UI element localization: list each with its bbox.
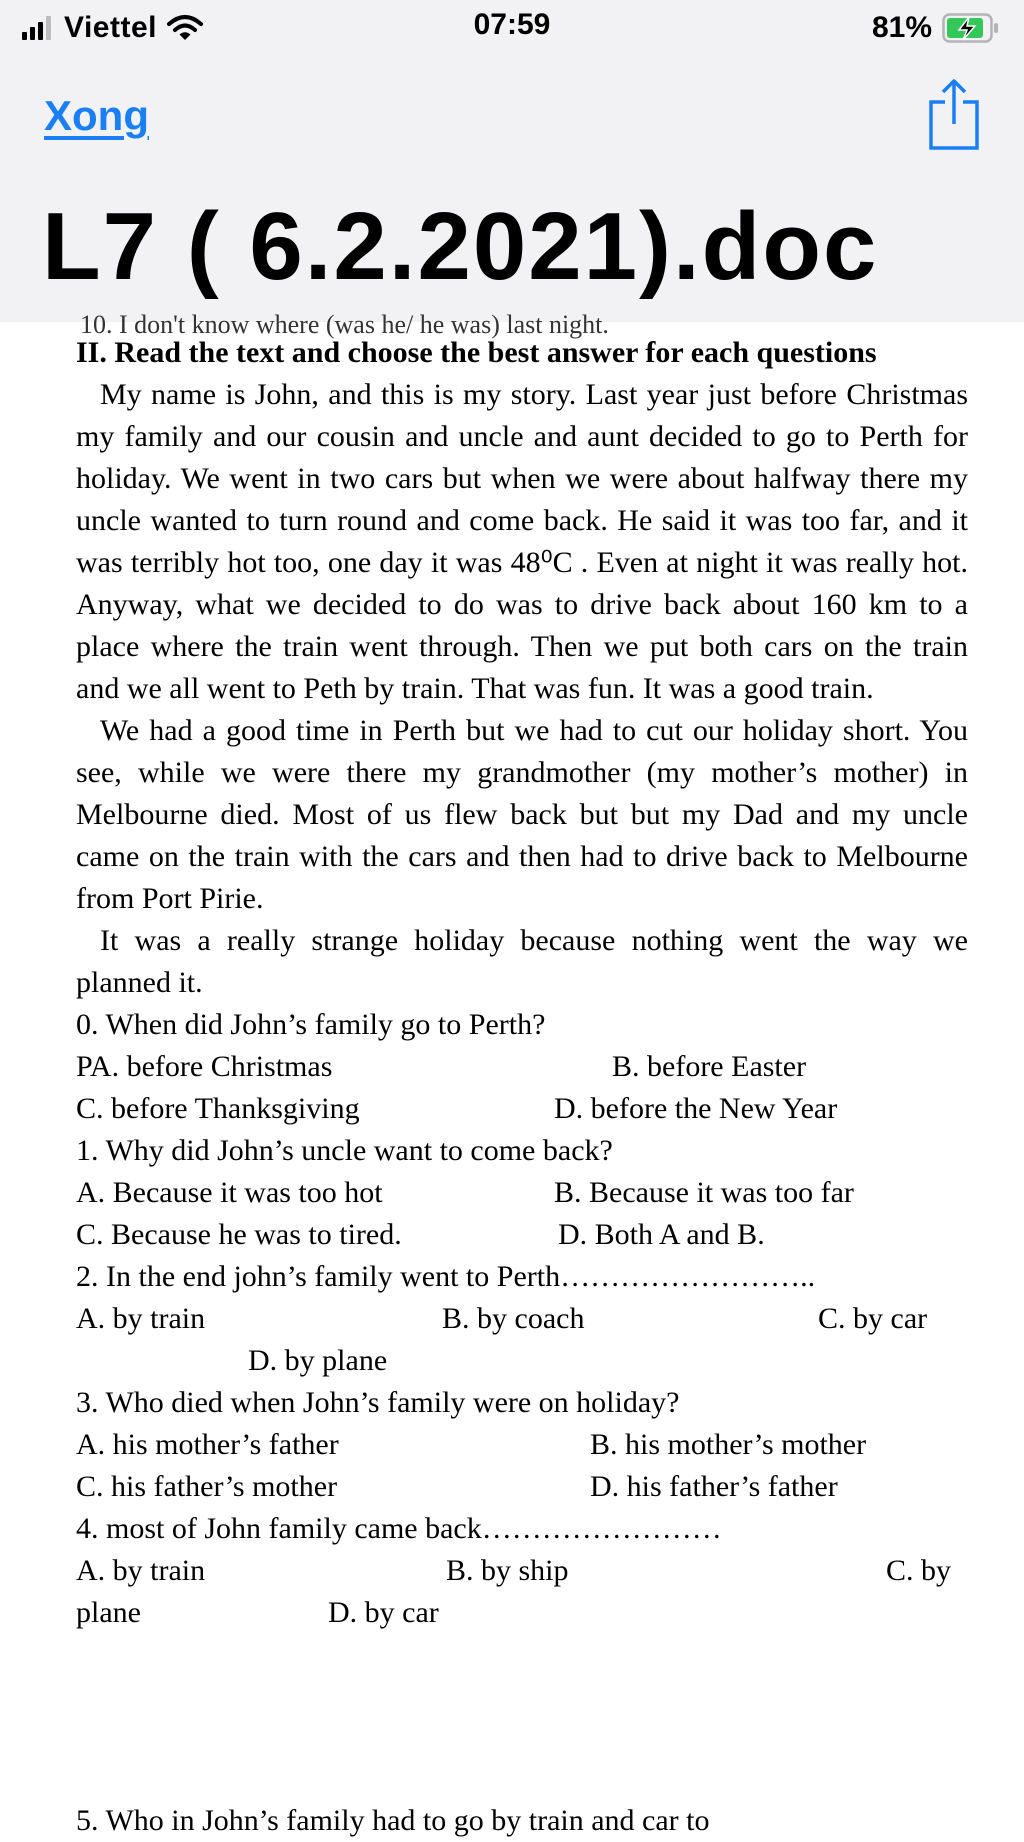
carrier-name: Viettel	[64, 11, 157, 44]
question-3: 3. Who died when John’s family were on holiday?	[76, 1386, 680, 1419]
share-icon[interactable]	[928, 78, 980, 150]
question-4: 4. most of John family came back……………………	[76, 1512, 722, 1545]
battery-percentage: 81%	[871, 11, 932, 44]
question-1-options-row-1	[76, 1172, 968, 1214]
option-c: C. by car	[818, 1302, 928, 1335]
question-0-options-row-2	[76, 1088, 968, 1130]
paragraph-2: We had a good time in Perth but we had to cut our holiday short. You see, while we were there my grandmother (my mother’s mother) in Melbourne died. Most of us flew back but but my Dad and my uncle came on the train with the cars and then had to drive back to Melbourne from Port Pirie.	[76, 714, 968, 915]
option-a: A. by train	[76, 1554, 206, 1587]
question-1: 1. Why did John’s uncle want to come back?	[76, 1134, 613, 1167]
option-d: D. his father’s father	[590, 1470, 838, 1503]
battery-charging-icon	[942, 13, 1000, 43]
paragraph-3: It was a really strange holiday because nothing went the way we planned it.	[76, 924, 968, 999]
option-b: B. by ship	[446, 1554, 569, 1587]
question-2: 2. In the end john’s family went to Perth……………………..	[76, 1260, 816, 1293]
option-b: B. before Easter	[612, 1050, 807, 1083]
status-right	[872, 10, 1000, 46]
option-d: D. Both A and B.	[558, 1218, 765, 1251]
option-a: A. by train	[76, 1302, 206, 1335]
question-4-options-row-2	[76, 1592, 968, 1634]
option-a: A. Because it was too hot	[76, 1176, 383, 1209]
question-3-options-row-2	[76, 1466, 968, 1508]
option-c-continued: plane	[76, 1596, 141, 1629]
document-title: L7 ( 6.2.2021).doc	[42, 193, 879, 300]
document-content	[76, 332, 968, 1634]
question-3-options-row-1	[76, 1424, 968, 1466]
status-bar	[0, 0, 1024, 56]
section-heading: II. Read the text and choose the best answer for each questions	[76, 336, 877, 369]
question-1-options-row-2	[76, 1214, 968, 1256]
cut-off-question-5: 5. Who in John’s family had to go by train and car to	[76, 1804, 710, 1837]
question-0: 0. When did John’s family go to Perth?	[76, 1008, 546, 1041]
question-2-options-row-2	[76, 1340, 968, 1382]
question-0-options-row-1	[76, 1046, 968, 1088]
option-c: C. Because he was to tired.	[76, 1218, 402, 1251]
option-a: A. his mother’s father	[76, 1428, 339, 1461]
option-d: D. before the New Year	[554, 1092, 838, 1125]
option-b: B. by coach	[442, 1302, 585, 1335]
question-2-options-row-1	[76, 1298, 968, 1340]
option-b: B. Because it was too far	[554, 1176, 854, 1209]
status-time: 07:59	[473, 8, 551, 41]
paragraph-1: My name is John, and this is my story. Last year just before Christmas my family and our cousin and uncle and aunt decided to go to Perth for holiday. We went in two cars but when we were about halfway there my uncle wanted to turn round and come back. He said it was too far, and it was terribly hot too, one day it was 48⁰C . Even at night it was really hot. Anyway, what we decided to do was to drive back about 160 km to a place where the train went through. Then we put both cars on the train and we all went to Peth by train. That was fun. It was a good train.	[76, 378, 968, 705]
option-b: B. his mother’s mother	[590, 1428, 867, 1461]
option-c: C. by	[886, 1554, 952, 1587]
option-a: PA. before Christmas	[76, 1050, 333, 1083]
option-d: D. by plane	[248, 1344, 388, 1377]
cut-off-line: 10. I don't know where (was he/ he was) last night.	[80, 310, 609, 339]
question-4-options-row-1	[76, 1550, 968, 1592]
option-c: C. before Thanksgiving	[76, 1092, 360, 1125]
option-d: D. by car	[328, 1596, 439, 1629]
option-c: C. his father’s mother	[76, 1470, 338, 1503]
navigation-bar	[0, 56, 1024, 322]
done-button[interactable]: Xong	[44, 92, 149, 139]
